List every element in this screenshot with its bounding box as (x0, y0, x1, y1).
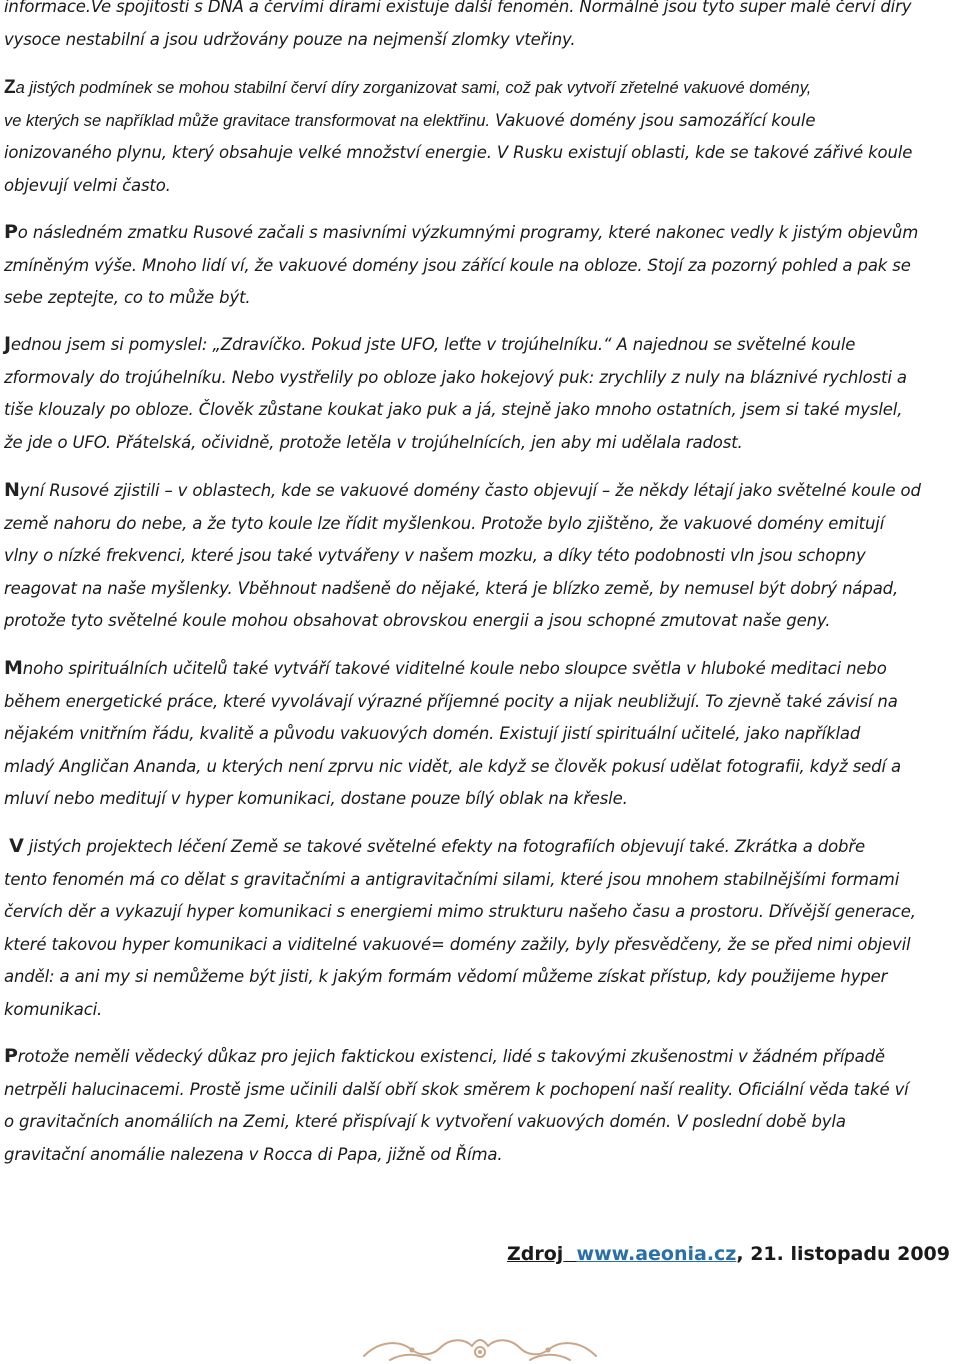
text-line: během energetické práce, které vyvolávají výrazné příjemné pocity a nijak neubližují. To zjevně také závisí na (4, 691, 898, 711)
text-line (4, 474, 956, 508)
text-line: nějakém vnitřním řádu, kvalitě a původu vakuových domén. Existují jistí spirituální učitelé, jako například (4, 724, 861, 743)
text-line: objevují velmi často. (4, 175, 171, 195)
text-segment: ve kterých se například může gravitace transformovat na elektřinu. (4, 111, 491, 130)
text-segment: yní Rusové zjistili – v oblastech, kde se vakuové domény často objevují – že někdy létají jako světelné koule od (19, 481, 921, 500)
text-line: tiše klouzaly po obloze. Člověk zůstane koukat jako puk a já, stejně jako mnoho ostatních, jsem si také myslel, (4, 400, 903, 419)
text-line: o gravitačních anomáliích na Zemi, které přispívají k vytvoření vakuových domén. V poslední době byla (4, 1112, 846, 1131)
text-segment: noho spirituálních učitelů také vytváří takové viditelné koule nebo sloupce světla v hluboké meditaci nebo (22, 659, 887, 678)
paragraph-2 (4, 72, 956, 202)
drop-initial: P (4, 221, 18, 243)
text-line: gravitační anomálie nalezena v Rocca di Papa, jižně od Říma. (4, 1144, 503, 1164)
text-line: mluví nebo meditují v hyper komunikaci, dostane pouze bílý oblak na křesle. (4, 789, 628, 808)
text-line: vysoce nestabilní a jsou udržovány pouze na nejmenší zlomky vteřiny. (4, 29, 576, 49)
paragraph-5 (4, 474, 956, 638)
text-line: ionizovaného plynu, který obsahuje velké množství energie. V Rusku existují oblasti, kde se takové zářivé koule (4, 143, 913, 162)
drop-initial: V (9, 835, 24, 857)
text-line: zformovaly do trojúhelníku. Nebo vystřelily po obloze jako hokejový puk: zrychlily z nuly na bláznivé rychlosti a (4, 367, 907, 387)
text-segment: jistých projektech léčení Země se takové světelné efekty na fotografiích objevují také. Zkrátka a dobře (23, 837, 865, 856)
decorative-scroll-divider-icon (360, 1330, 600, 1364)
text-line: mladý Angličan Ananda, u kterých není zprvu nic vidět, ale když se člověk pokusí udělat fotografii, když sedí a (4, 756, 901, 776)
text-line: komunikaci. (4, 999, 103, 1019)
text-line: informace.Ve spojitosti s DNA a červími dírami existuje další fenomén. Normálně jsou tyto super malé červí díry (4, 0, 912, 16)
text-line: reagovat na naše myšlenky. Vběhnout nadšeně do nějaké, která je blízko země, by nemusel být dobrý nápad, (4, 578, 899, 598)
paragraph-7 (4, 830, 956, 1026)
paragraph-6 (4, 652, 956, 816)
text-line: netrpěli halucinacemi. Prostě jsme učinili další obří skok směrem k pochopení naší reality. Oficiální věda také ví (4, 1079, 909, 1099)
source-label: Zdroj (506, 1243, 564, 1265)
text-segment: Vakuové domény jsou samozářící koule (490, 110, 816, 130)
text-line (4, 216, 956, 250)
text-line: že jde o UFO. Přátelská, očividně, protože letěla v trojúhelnících, jen aby mi udělala radost. (4, 432, 743, 452)
text-segment: a jistých podmínek se mohou stabilní červí díry zorganizovat sami, což pak vytvoří zřetelné vakuové domény, (15, 79, 812, 97)
text-line: protože tyto světelné koule mohou obsahovat obrovskou energii a jsou schopné zmutovat naše geny. (4, 611, 831, 630)
text-line: vlny o nízké frekvenci, které jsou také vytvářeny v našem mozku, a díky této podobnosti vln jsou schopny (4, 546, 866, 565)
text-line: tento fenomén má co dělat s gravitačními a antigravitačními silami, které jsou mnohem stabilnějšími formami (4, 869, 900, 889)
drop-initial: M (4, 657, 23, 679)
text-line: sebe zeptejte, co to může být. (4, 288, 251, 307)
text-line (4, 328, 956, 362)
drop-initial: Z (4, 77, 16, 98)
text-line: červích děr a vykazují hyper komunikaci s energiemi mimo strukturu našeho času a prostoru. Dřívější generace, (4, 902, 916, 921)
text-line (4, 105, 956, 138)
paragraph-8 (4, 1040, 956, 1171)
text-line (4, 1040, 956, 1074)
text-segment: ednou jsem si pomyslel: „Zdravíčko. Pokud jste UFO, leťte v trojúhelníku.“ A najednou se světelné koule (10, 335, 856, 354)
text-segment: o následném zmatku Rusové začali s masivními výzkumnými programy, které nakonec vedly k jistým objevům (17, 223, 919, 242)
source-spacer (563, 1243, 576, 1265)
drop-initial: N (4, 479, 20, 501)
text-line (4, 830, 956, 864)
source-date: , 21. listopadu 2009 (736, 1243, 950, 1265)
paragraph-4 (4, 328, 956, 459)
text-line: anděl: a ani my si nemůžeme být jisti, k jakým formám vědomí můžeme získat přístup, kdy použijeme hyper (4, 967, 888, 986)
text-segment: rotože neměli vědecký důkaz pro jejich faktickou existenci, lidé s takovými zkušenostmi v žádném případě (17, 1047, 885, 1066)
text-line: které takovou hyper komunikaci a viditelné vakuové= domény zažily, byly přesvědčeny, že se před nimi objevil (4, 934, 911, 954)
paragraph-1 (4, 0, 956, 56)
drop-initial: P (4, 1045, 18, 1067)
text-line (4, 652, 956, 686)
text-line: země nahoru do nebe, a že tyto koule lze řídit myšlenkou. Protože bylo zjištěno, že vakuové domény emitují (4, 513, 885, 533)
text-line: zmíněným výše. Mnoho lidí ví, že vakuové domény jsou zářící koule na obloze. Stojí za pozorný pohled a pak se (4, 255, 911, 275)
text-line (4, 72, 956, 105)
source-attribution (507, 1243, 950, 1265)
source-link[interactable]: www.aeonia.cz (576, 1243, 737, 1265)
drop-initial: J (4, 333, 11, 355)
paragraph-3 (4, 216, 956, 315)
